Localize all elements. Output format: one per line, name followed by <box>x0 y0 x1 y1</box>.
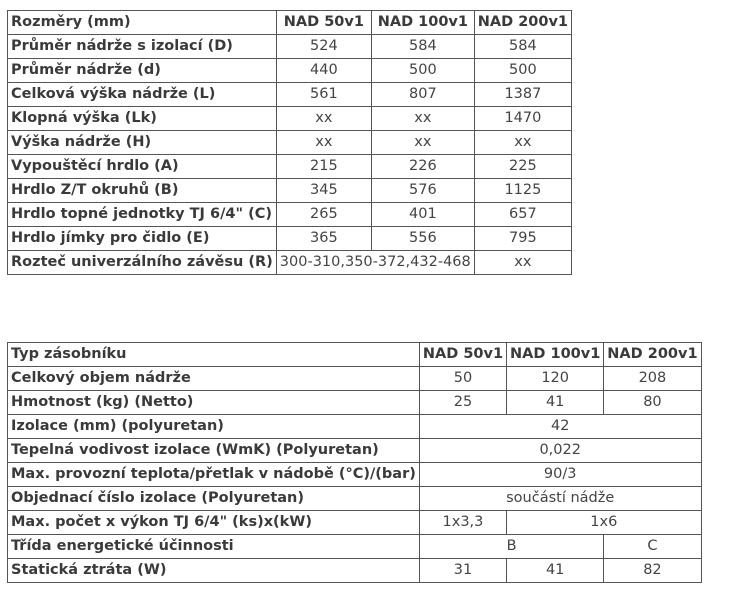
value-cell: 1387 <box>474 83 571 107</box>
row-label: Rozteč univerzálního závěsu (R) <box>8 251 277 275</box>
table-row <box>8 463 702 487</box>
table-row <box>8 511 702 535</box>
table-header-row <box>8 11 572 35</box>
value-cell: 524 <box>276 35 371 59</box>
value-cell: C <box>604 535 701 559</box>
value-cell: 657 <box>474 203 571 227</box>
value-cell: 1125 <box>474 179 571 203</box>
value-cell: 807 <box>371 83 474 107</box>
value-cell: 41 <box>507 391 604 415</box>
value-cell: 556 <box>371 227 474 251</box>
value-cell: 42 <box>419 415 701 439</box>
dimensions-table-body <box>8 11 572 275</box>
row-label: Průměr nádrže s izolací (D) <box>8 35 277 59</box>
value-cell: xx <box>371 107 474 131</box>
table-row <box>8 35 572 59</box>
header-cell: NAD 100v1 <box>371 11 474 35</box>
table-row <box>8 227 572 251</box>
table-row <box>8 203 572 227</box>
value-cell: 225 <box>474 155 571 179</box>
value-cell: xx <box>474 131 571 155</box>
row-label: Hmotnost (kg) (Netto) <box>8 391 420 415</box>
row-label: Hrdlo Z/T okruhů (B) <box>8 179 277 203</box>
value-cell: 345 <box>276 179 371 203</box>
value-cell: 0,022 <box>419 439 701 463</box>
row-label: Třída energetické účinnosti <box>8 535 420 559</box>
table-row <box>8 83 572 107</box>
header-cell: NAD 100v1 <box>507 343 604 367</box>
table-row <box>8 251 572 275</box>
value-cell: xx <box>276 131 371 155</box>
table-row <box>8 59 572 83</box>
row-label: Objednací číslo izolace (Polyuretan) <box>8 487 420 511</box>
value-cell: 561 <box>276 83 371 107</box>
row-label: Max. počet x výkon TJ 6/4" (ks)x(kW) <box>8 511 420 535</box>
parameters-table <box>7 342 702 583</box>
header-cell: Rozměry (mm) <box>8 11 277 35</box>
row-label: Tepelná vodivost izolace (WmK) (Polyuretan) <box>8 439 420 463</box>
header-cell: NAD 50v1 <box>276 11 371 35</box>
value-cell: 215 <box>276 155 371 179</box>
value-cell: 795 <box>474 227 571 251</box>
value-cell: 584 <box>371 35 474 59</box>
value-cell: 1x3,3 <box>419 511 506 535</box>
table-row <box>8 391 702 415</box>
table-row <box>8 415 702 439</box>
value-cell: 208 <box>604 367 701 391</box>
value-cell: xx <box>474 251 571 275</box>
table-row <box>8 439 702 463</box>
value-cell: 31 <box>419 559 506 583</box>
table-row <box>8 367 702 391</box>
row-label: Hrdlo jímky pro čidlo (E) <box>8 227 277 251</box>
row-label: Celkový objem nádrže <box>8 367 420 391</box>
row-label: Klopná výška (Lk) <box>8 107 277 131</box>
value-cell: 265 <box>276 203 371 227</box>
value-cell: 50 <box>419 367 506 391</box>
header-cell: NAD 200v1 <box>604 343 701 367</box>
value-cell: 440 <box>276 59 371 83</box>
value-cell: 41 <box>507 559 604 583</box>
value-cell: B <box>419 535 603 559</box>
value-cell: 576 <box>371 179 474 203</box>
dimensions-table <box>7 10 572 275</box>
row-label: Izolace (mm) (polyuretan) <box>8 415 420 439</box>
value-cell: 500 <box>474 59 571 83</box>
header-cell: NAD 50v1 <box>419 343 506 367</box>
value-cell: 80 <box>604 391 701 415</box>
table-row <box>8 535 702 559</box>
row-label: Vypouštěcí hrdlo (A) <box>8 155 277 179</box>
row-label: Hrdlo topné jednotky TJ 6/4" (C) <box>8 203 277 227</box>
value-cell: xx <box>371 131 474 155</box>
value-cell: 1x6 <box>507 511 702 535</box>
table-row <box>8 107 572 131</box>
value-cell: 365 <box>276 227 371 251</box>
table-header-row <box>8 343 702 367</box>
value-cell: 584 <box>474 35 571 59</box>
value-cell: 500 <box>371 59 474 83</box>
value-cell: součástí nádže <box>419 487 701 511</box>
header-cell: NAD 200v1 <box>474 11 571 35</box>
value-cell: 25 <box>419 391 506 415</box>
value-cell: 82 <box>604 559 701 583</box>
row-label: Výška nádrže (H) <box>8 131 277 155</box>
value-cell: 401 <box>371 203 474 227</box>
table-row <box>8 155 572 179</box>
row-label: Statická ztráta (W) <box>8 559 420 583</box>
row-label: Průměr nádrže (d) <box>8 59 277 83</box>
header-cell: Typ zásobníku <box>8 343 420 367</box>
value-cell: 226 <box>371 155 474 179</box>
table-row <box>8 179 572 203</box>
table-row <box>8 487 702 511</box>
table-row <box>8 131 572 155</box>
value-cell: xx <box>276 107 371 131</box>
row-label: Max. provozní teplota/přetlak v nádobě (°C)/(bar) <box>8 463 420 487</box>
value-cell: 1470 <box>474 107 571 131</box>
row-label: Celková výška nádrže (L) <box>8 83 277 107</box>
value-cell: 120 <box>507 367 604 391</box>
table-row <box>8 559 702 583</box>
value-cell: 90/3 <box>419 463 701 487</box>
value-cell: 300-310,350-372,432-468 <box>276 251 474 275</box>
